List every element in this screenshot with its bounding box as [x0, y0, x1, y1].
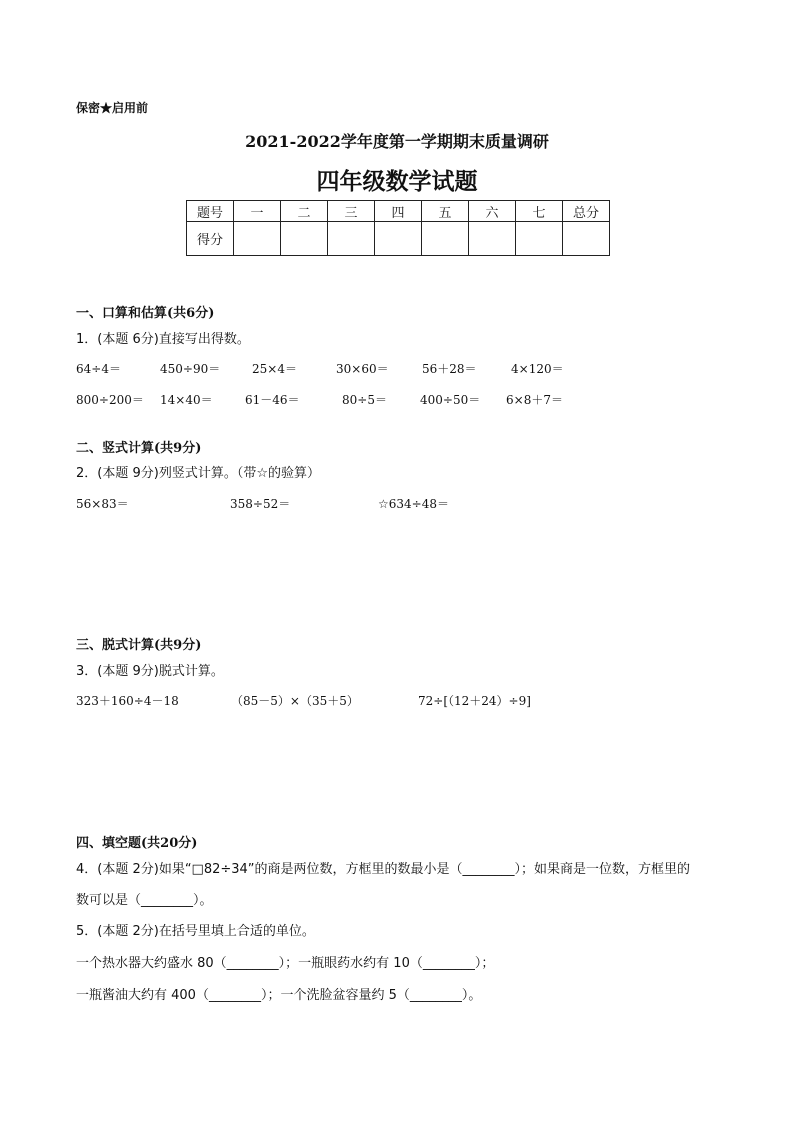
score-input-cell[interactable] — [328, 222, 375, 256]
vertical-calc-item: 358÷52＝ — [230, 497, 291, 511]
oral-calc-item: 61－46＝ — [245, 393, 300, 407]
section-heading-2: 二、竖式计算(共9分) — [76, 441, 202, 456]
question-4-line-1: 4．(本题 2分)如果“□82÷34”的商是两位数，方框里的数最小是（________）；如果商是一位数，方框里的 — [76, 862, 691, 877]
question-5: 5．(本题 2分)在括号里填上合适的单位。 — [76, 924, 315, 939]
oral-calc-item: 30×60＝ — [336, 362, 389, 376]
score-input-cell[interactable] — [234, 222, 281, 256]
score-header-cell: 六 — [469, 201, 516, 222]
question-5-line-1: 一个热水器大约盛水 80（________）；一瓶眼药水约有 10（________）； — [76, 956, 495, 971]
step-calc-item: 323＋160÷4－18 — [76, 694, 179, 708]
score-input-cell[interactable] — [563, 222, 610, 256]
score-header-cell: 题号 — [187, 201, 234, 222]
step-calc-item: 72÷[（12＋24）÷9] — [418, 694, 531, 708]
score-header-cell: 五 — [422, 201, 469, 222]
score-input-cell[interactable] — [469, 222, 516, 256]
question-2: 2．(本题 9分)列竖式计算。（带☆的验算） — [76, 466, 320, 481]
question-3: 3．(本题 9分)脱式计算。 — [76, 664, 224, 679]
oral-calc-item: 450÷90＝ — [160, 362, 221, 376]
score-header-cell: 一 — [234, 201, 281, 222]
section-heading-3: 三、脱式计算(共9分) — [76, 638, 202, 653]
step-calc-item: （85－5）×（35＋5） — [231, 694, 359, 708]
oral-calc-item: 400÷50＝ — [420, 393, 481, 407]
score-header-cell: 四 — [375, 201, 422, 222]
confidential-label: 保密★启用前 — [76, 101, 149, 115]
question-5-line-2: 一瓶酱油大约有 400（________）；一个洗脸盆容量约 5（________）。 — [76, 988, 482, 1003]
score-input-cell[interactable] — [281, 222, 328, 256]
vertical-calc-item: ☆634÷48＝ — [378, 497, 449, 511]
score-header-cell: 七 — [516, 201, 563, 222]
section-heading-4: 四、填空题(共20分) — [76, 836, 198, 851]
oral-calc-item: 64÷4＝ — [76, 362, 121, 376]
score-header-cell: 总分 — [563, 201, 610, 222]
oral-calc-item: 14×40＝ — [160, 393, 213, 407]
score-input-cell[interactable] — [422, 222, 469, 256]
oral-calc-item: 80÷5＝ — [342, 393, 387, 407]
vertical-calc-item: 56×83＝ — [76, 497, 129, 511]
score-input-cell[interactable] — [516, 222, 563, 256]
score-table-header-row — [187, 201, 610, 222]
score-header-cell: 二 — [281, 201, 328, 222]
oral-calc-item: 4×120＝ — [511, 362, 564, 376]
oral-calc-item: 800÷200＝ — [76, 393, 144, 407]
oral-calc-item: 56＋28＝ — [422, 362, 477, 376]
section-heading-1: 一、口算和估算(共6分) — [76, 306, 215, 321]
exam-subtitle: 2021-2022学年度第一学期期末质量调研 — [245, 132, 549, 151]
score-table — [186, 200, 610, 256]
score-header-cell: 三 — [328, 201, 375, 222]
oral-calc-item: 6×8＋7＝ — [506, 393, 563, 407]
exam-title: 四年级数学试题 — [316, 168, 478, 195]
score-table-score-row — [187, 222, 610, 256]
score-input-cell[interactable] — [375, 222, 422, 256]
question-1: 1．(本题 6分)直接写出得数。 — [76, 332, 250, 347]
question-4-line-2: 数可以是（________）。 — [76, 893, 213, 908]
score-label-cell: 得分 — [187, 222, 234, 256]
oral-calc-item: 25×4＝ — [252, 362, 297, 376]
